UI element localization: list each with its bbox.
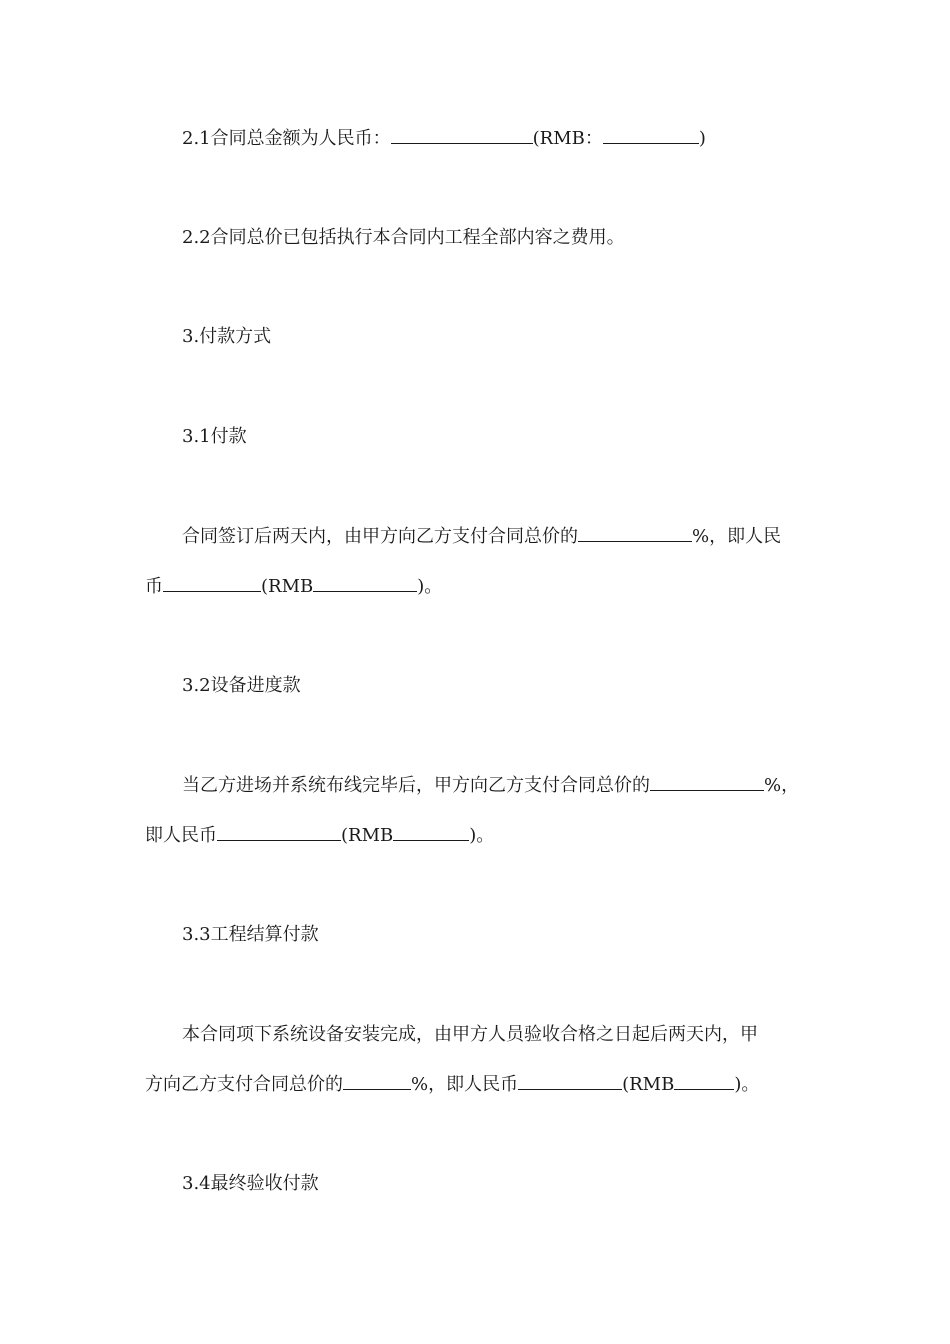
percent-blank [578, 525, 692, 542]
clause-3-3-line-2-mid-1: %，即人民币 [411, 1074, 519, 1095]
clause-3-1-line-2-suffix: )。 [417, 576, 443, 597]
section-3-heading-text: 3.付款方式 [182, 326, 272, 347]
clause-3-2-line-2 [145, 824, 494, 848]
clause-3-2-heading [182, 674, 301, 698]
clause-2-2 [182, 226, 625, 250]
clause-3-1-heading [182, 425, 247, 449]
amount-blank [391, 127, 533, 144]
clause-2-1 [182, 127, 706, 151]
clause-3-1-line-1-prefix: 合同签订后两天内，由甲方向乙方支付合同总价的 [182, 526, 578, 547]
clause-3-2-line-1 [182, 774, 799, 798]
clause-3-3-line-2-suffix: )。 [734, 1074, 760, 1095]
clause-3-3-heading-text: 3.3工程结算付款 [182, 924, 319, 945]
clause-3-1-line-1 [182, 525, 781, 549]
clause-3-2-line-2-prefix: 即人民币 [145, 825, 217, 846]
clause-3-2-line-1-suffix: %， [764, 775, 800, 796]
clause-3-4-heading-text: 3.4最终验收付款 [182, 1173, 319, 1194]
clause-3-1-line-2 [145, 575, 442, 599]
clause-3-2-heading-text: 3.2设备进度款 [182, 675, 301, 696]
clause-3-2-line-1-prefix: 当乙方进场并系统布线完毕后，甲方向乙方支付合同总价的 [182, 775, 650, 796]
clause-3-2-line-2-rmb-label: (RMB [341, 825, 394, 846]
section-3-heading [182, 325, 271, 349]
clause-3-3-line-2 [145, 1073, 759, 1097]
clause-3-3-line-2-prefix: 方向乙方支付合同总价的 [145, 1074, 343, 1095]
clause-3-1-heading-text: 3.1付款 [182, 426, 247, 447]
percent-blank [343, 1073, 411, 1090]
clause-3-4-heading [182, 1172, 319, 1196]
clause-2-1-rmb-label: (RMB： [532, 128, 603, 149]
percent-blank [650, 774, 764, 791]
clause-3-1-line-2-rmb-label: (RMB [261, 576, 314, 597]
clause-3-1-line-2-prefix: 币 [145, 576, 163, 597]
clause-3-3-line-1 [182, 1023, 758, 1047]
clause-2-2-text: 2.2合同总价已包括执行本合同内工程全部内容之费用。 [182, 227, 625, 248]
rmb-amount-blank [393, 824, 469, 841]
clause-2-1-suffix: ) [698, 128, 706, 149]
rmb-amount-blank [603, 127, 699, 144]
amount-blank [518, 1073, 622, 1090]
clause-3-3-line-2-rmb-label: (RMB [622, 1074, 675, 1095]
rmb-amount-blank [313, 575, 417, 592]
clause-3-3-line-1-text: 本合同项下系统设备安装完成，由甲方人员验收合格之日起后两天内，甲 [182, 1024, 758, 1045]
amount-blank [163, 575, 261, 592]
clause-2-1-prefix: 2.1合同总金额为人民币： [182, 128, 391, 149]
clause-3-1-line-1-suffix: %，即人民 [692, 526, 782, 547]
clause-3-3-heading [182, 923, 319, 947]
clause-3-2-line-2-suffix: )。 [469, 825, 495, 846]
rmb-amount-blank [674, 1073, 734, 1090]
amount-blank [217, 824, 341, 841]
